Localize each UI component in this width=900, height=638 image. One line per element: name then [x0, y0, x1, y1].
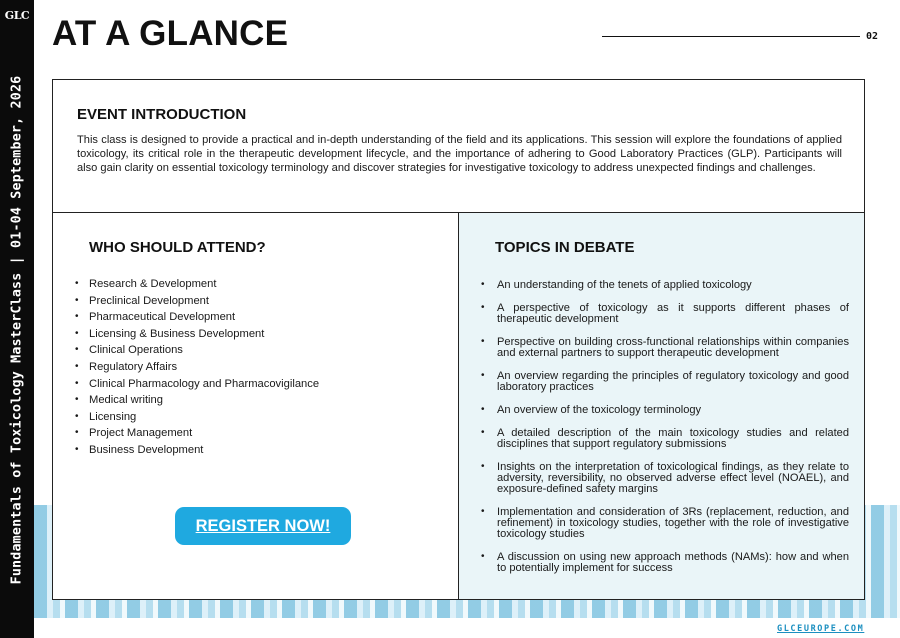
register-now-label[interactable]: REGISTER NOW! [195, 516, 331, 535]
list-item: • Research & Development [75, 276, 319, 293]
event-tagline: Fundamentals of Toxicology MasterClass | 01-04 September, 2026 [9, 75, 25, 585]
topics-in-debate-section [459, 213, 864, 599]
list-item: • Licensing [75, 409, 319, 426]
list-item: • Insights on the interpretation of toxicological findings, as they relate to adversity, reversibility, no observed adverse effect level (NOAEL), and exposure-defined safety margins [481, 462, 849, 494]
list-item: • Preclinical Development [75, 293, 319, 310]
list-item: • Business Development [75, 442, 319, 459]
attend-list [75, 276, 319, 459]
list-item: • Clinical Pharmacology and Pharmacovigilance [75, 376, 319, 393]
intro-heading: EVENT INTRODUCTION [77, 106, 247, 123]
content-card [52, 79, 865, 600]
list-item: • Clinical Operations [75, 342, 319, 359]
list-item: • Project Management [75, 425, 319, 442]
list-item: • Implementation and consideration of 3Rs (replacement, reduction, and refinement) in toxicology studies, together with the role of investigative toxicology studies [481, 507, 849, 539]
website-link[interactable]: GLCEUROPE.COM [777, 624, 865, 634]
header-divider [602, 36, 860, 37]
intro-body: This class is designed to provide a practical and in-depth understanding of the field and its applications. This session will explore the foundations of applied toxicology, its critical role in the therapeutic development lifecycle, and the importance of adhering to Good Laboratory Practices (GLP). Participants will also gain clarity on essential toxicology terminology and discover strategies for investigative toxicology to address unexpected findings and challenges. [77, 134, 842, 174]
page-title: AT A GLANCE [52, 14, 289, 53]
page-number: 02 [866, 31, 879, 42]
list-item: • A perspective of toxicology as it supports different phases of therapeutic development [481, 303, 849, 325]
list-item: • An understanding of the tenets of applied toxicology [481, 280, 849, 291]
list-item: • An overview regarding the principles of regulatory toxicology and good laboratory practices [481, 371, 849, 393]
topics-list [481, 280, 849, 586]
list-item: • An overview of the toxicology terminology [481, 405, 849, 416]
list-item: • A discussion on using new approach methods (NAMs): how and when to potentially implement for success [481, 552, 849, 574]
list-item: • Medical writing [75, 392, 319, 409]
list-item: • Regulatory Affairs [75, 359, 319, 376]
attend-heading: WHO SHOULD ATTEND? [89, 239, 266, 256]
list-item: • Perspective on building cross-functional relationships within companies and external partners to support therapeutic development [481, 337, 849, 359]
list-item: • Pharmaceutical Development [75, 309, 319, 326]
list-item: • Licensing & Business Development [75, 326, 319, 343]
event-introduction-section [53, 80, 864, 213]
who-should-attend-section [53, 213, 459, 599]
register-now-button[interactable] [175, 507, 351, 545]
list-item: • A detailed description of the main toxicology studies and related disciplines that support regulatory submissions [481, 428, 849, 450]
footer-strip [34, 618, 900, 638]
glc-logo: GLC [4, 9, 30, 22]
topics-heading: TOPICS IN DEBATE [495, 239, 635, 256]
sidebar [0, 0, 34, 638]
